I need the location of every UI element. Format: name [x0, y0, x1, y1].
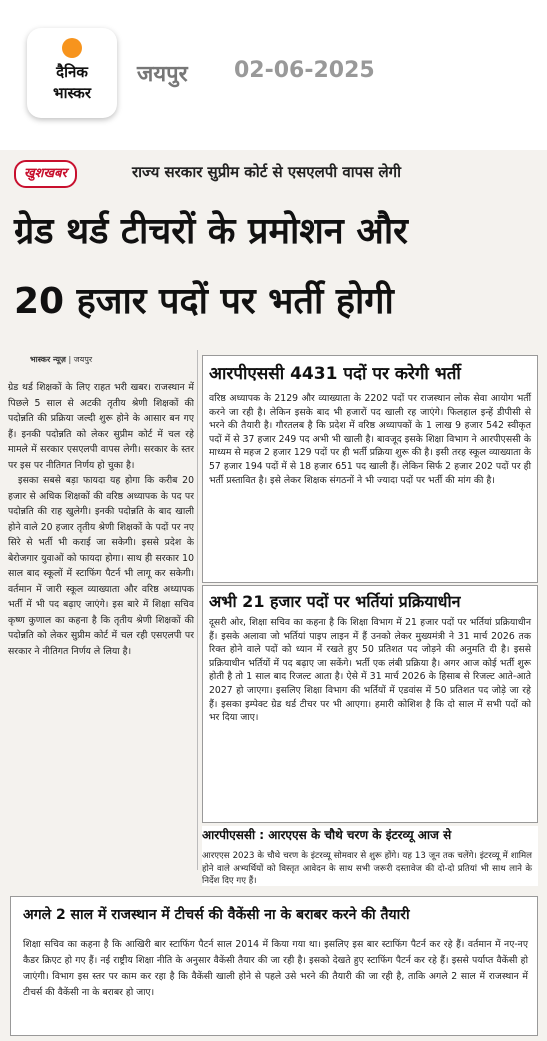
byline-source: भास्कर न्यूज़	[30, 355, 66, 364]
sun-icon	[62, 38, 82, 58]
left-paragraph-1: ग्रेड थर्ड शिक्षकों के लिए राहत भरी खबर। राजस्थान में पिछले 5 साल से अटकी तृतीय श्रेणी शिक्षकों की पदोन्नति की प्रक्रिया जल्दी शुरू होने के आसार बन गए हैं। इनकी पदोन्नति को लेकर सुप्रीम कोर्ट में चल रहे मामले में सरकार एसएलपी वापस लेगी। सरकार के स्तर पर इस पर नीतिगत निर्णय हो चुका है।	[8, 382, 194, 471]
pending-recruitment-box	[202, 585, 538, 823]
headline-line-1: ग्रेड थर्ड टीचरों के प्रमोशन और	[14, 211, 408, 252]
header	[0, 0, 547, 148]
subheadline: राज्य सरकार सुप्रीम कोर्ट से एसएलपी वापस लेगी	[132, 163, 401, 181]
dainik-bhaskar-logo[interactable]	[27, 28, 117, 118]
box3-title: आरपीएससी : आरएएस के चौथे चरण के इंटरव्यू आज से	[202, 828, 452, 842]
newspaper-clipping	[0, 150, 547, 1041]
byline-place: जयपुर	[73, 355, 93, 364]
box2-title: अभी 21 हजार पदों पर भर्तियां प्रक्रियाधीन	[209, 592, 461, 611]
edition-date: 02-06-2025	[234, 58, 375, 83]
box4-body: शिक्षा सचिव का कहना है कि आखिरी बार स्टाफिंग पैटर्न साल 2014 में किया गया था। इसलिए इस बार स्टाफिंग पैटर्न कर रहे हैं। वर्तमान में नए-नए कैडर क्रिएट हो गए हैं। नई राष्ट्रीय शिक्षा नीति के अनुसार वैकेंसी तैयार की जा रही है। इसको देखते हुए स्टाफिंग पैटर्न कर रहे हैं। इससे पर्याप्त वैकेंसी हो जाएंगी। विभाग इस स्तर पर काम कर रहा है कि वैकेंसी खाली होने से पहले उसे भरने की तैयारी की जा रही है, ताकि अगले 2 साल में राजस्थान में टीचर्स की वैकेंसी ना के बराबर हो जाए।	[23, 939, 528, 998]
left-column	[8, 380, 194, 855]
vacancy-plan-box	[10, 896, 538, 1036]
box1-body: वरिष्ठ अध्यापक के 2129 और व्याख्याता के 2202 पदों पर राजस्थान लोक सेवा आयोग भर्ती करने जा रही है। लेकिन इसके बाद भी हजारों पद खाली रह जाएंगे। फिलहाल इन्हें डीपीसी से भरने की तैयारी है। गौरतलब है कि प्रदेश में वरिष्ठ अध्यापकों के 1 लाख 9 हजार 542 स्वीकृत पदों में से 37 हजार 249 पद अभी भी खाली है। बावजूद इसके शिक्षा विभाग ने आरपीएससी के माध्यम से महज 2 हजार 129 पदों पर ही भर्ती प्रक्रिया शुरू की है। इसी तरह स्कूल व्याख्याता के 57 हजार 194 पदों में से 18 हजार 651 पद खाली हैं। लेकिन सिर्फ 2 हजार 202 पदों पर ही भर्ती प्रस्तावित है। इसे लेकर शिक्षक संगठनों ने भी ज्यादा पदों पर भर्ती की मांग की है।	[209, 393, 531, 486]
column-divider	[197, 350, 198, 870]
box1-title: आरपीएससी 4431 पदों पर करेगी भर्ती	[209, 364, 461, 384]
left-paragraph-2: इसका सबसे बड़ा फायदा यह होगा कि करीब 20 हजार से अधिक शिक्षकों की वरिष्ठ अध्यापक के पद पर पदोन्नति की राह खुलेगी। इनकी पदोन्नति के बाद खाली होने वाले 20 हजार तृतीय श्रेणी शिक्षकों के पदों पर नए सिरे से भर्ती भी कराई जा सकेगी। इससे प्रदेश के बेरोजगार युवाओं को फायदा होगा। साथ ही सरकार 10 साल बाद स्कूलों में स्टाफिंग पैटर्न भी लागू कर सकेगी। वर्तमान में जारी स्कूल व्याख्याता और वरिष्ठ अध्यापक भर्ती में भी पद बढ़ाए जाएंगे। इस बारे में शिक्षा सचिव कृष्ण कुणाल का कहना है कि तृतीय श्रेणी शिक्षकों की पदोन्नति को लेकर सुप्रीम कोर्ट में चल रही एसएलपी पर सरकार ने नीतिगत निर्णय ले लिया है।	[8, 475, 194, 657]
logo-text-line2: भास्कर	[53, 84, 91, 102]
box2-body: दूसरी ओर, शिक्षा सचिव का कहना है कि शिक्षा विभाग में 21 हजार पदों पर भर्तियां प्रक्रियाधीन हैं। इसके अलावा जो भर्तियां पाइप लाइन में हैं उनको लेकर मुख्यमंत्री ने 31 मार्च 2026 तक रिक्त होने वाले पदों को ध्यान में रखते हुए 50 प्रतिशत पद जोड़ने की अनुमति दी है। इससे प्रक्रियाधीन भर्तियों में पद बढ़ाए जा सकेंगे। भर्ती एक लंबी प्रक्रिया है। अगर आज कोई भर्ती शुरू होती है तो 1 साल बाद रिजल्ट आता है। ऐसे में 31 मार्च 2026 के हिसाब से रिजल्ट आते-आते 2027 हो जाएगा। इसलिए शिक्षा विभाग की भर्तियों में एडवांस में 50 प्रतिशत पद जोड़े जा रहे हैं। इसका इम्पेक्ट ग्रेड थर्ड टीचर पर भी आएगा। हमारी कोशिश है कि दो साल में सभी पदों को भर दिया जाए।	[209, 617, 531, 724]
byline	[30, 354, 92, 365]
byline-separator: |	[68, 355, 74, 364]
kicker-badge: खुशखबर	[14, 160, 77, 188]
box3-body: आरएएस 2023 के चौथे चरण के इंटरव्यू सोमवार से शुरू होंगे। यह 13 जून तक चलेंगे। इंटरव्यू में शामिल होने वाले अभ्यर्थियों को विस्तृत आवेदन के साथ सभी जरूरी दस्तावेज की दो-दो प्रतियां भी साथ लाने के निर्देश दिए गए हैं।	[202, 851, 532, 887]
edition-city: जयपुर	[137, 62, 188, 87]
rpsc-recruitment-box	[202, 355, 538, 583]
ras-interview-box	[202, 826, 538, 886]
box4-title: अगले 2 साल में राजस्थान में टीचर्स की वैकेंसी ना के बराबर करने की तैयारी	[23, 907, 410, 923]
logo-text-line1: दैनिक	[56, 63, 88, 81]
kicker-row	[14, 160, 534, 188]
headline-line-2: 20 हजार पदों पर भर्ती होगी	[14, 281, 394, 322]
